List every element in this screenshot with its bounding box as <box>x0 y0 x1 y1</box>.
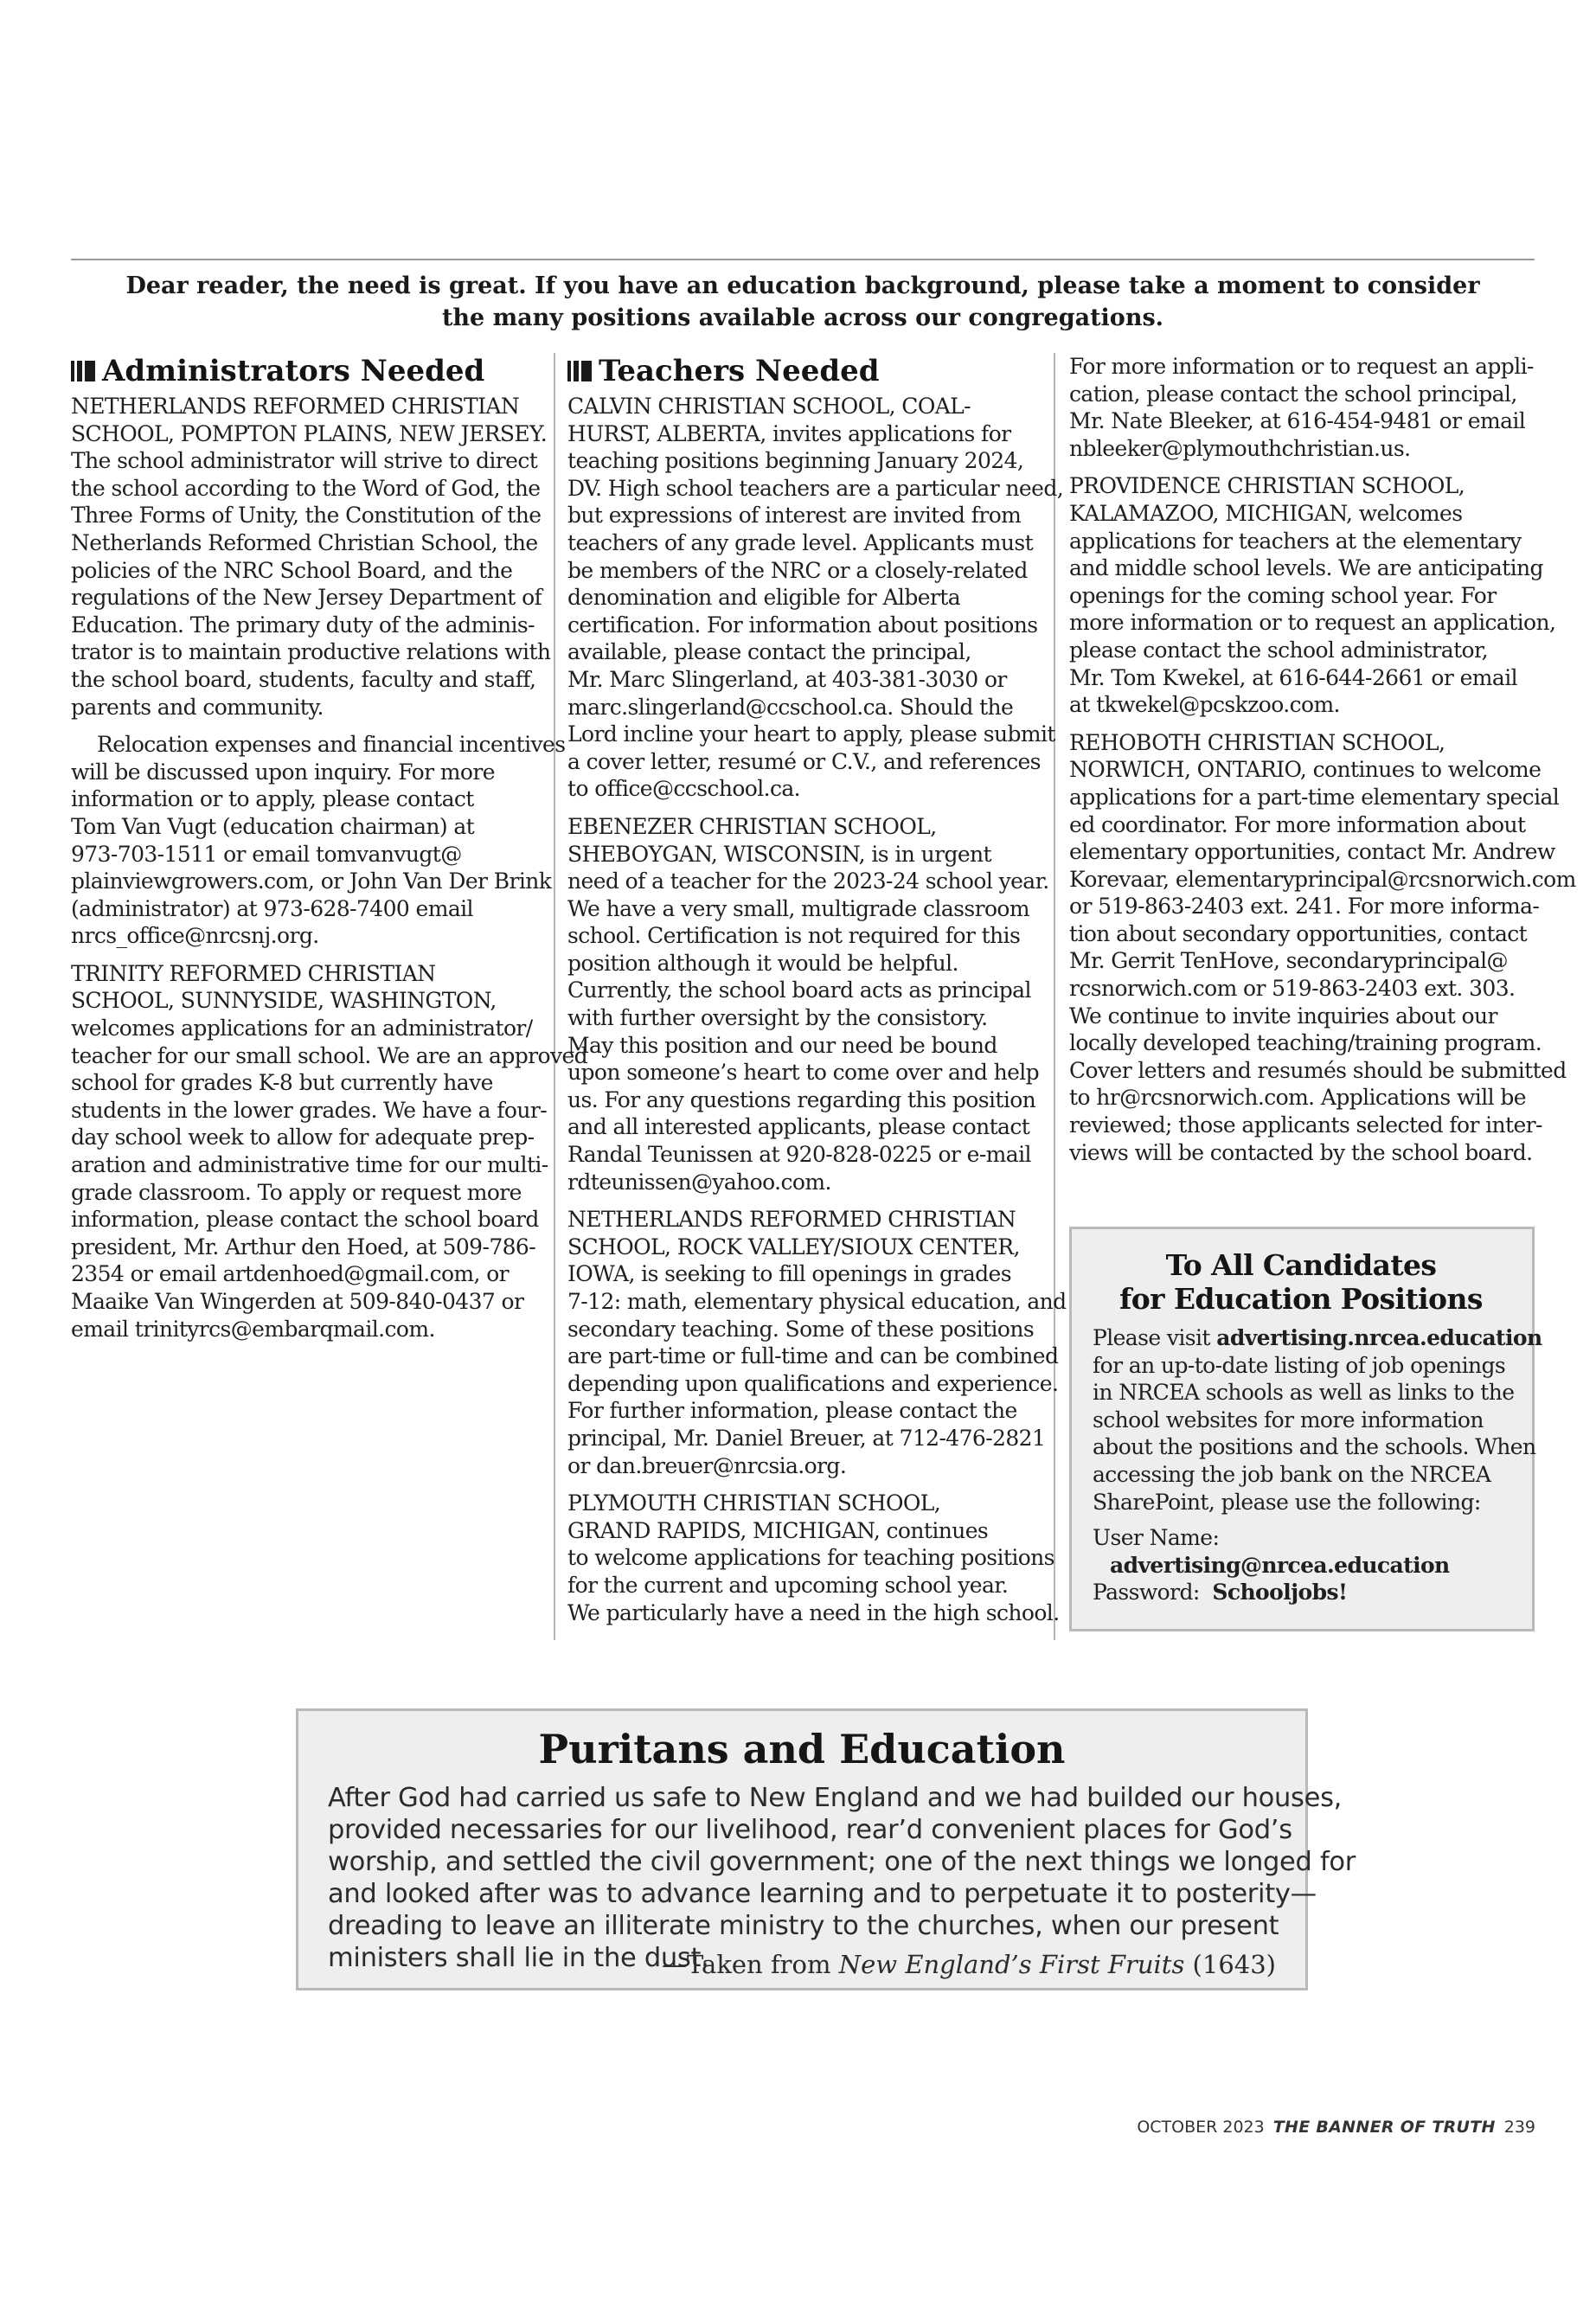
text-line: day school week to allow for adequate prep- <box>71 1125 535 1150</box>
text-line: For more information or to request an appli- <box>1069 354 1534 379</box>
text-line: available, please contact the principal, <box>567 639 971 665</box>
text-line: parents and community. <box>71 694 324 720</box>
section-bars-icon <box>71 361 95 381</box>
text-line: provided necessaries for our livelihood, rear’d convenient places for God’s <box>328 1815 1292 1845</box>
text-line: SCHOOL, POMPTON PLAINS, NEW JERSEY. <box>71 420 548 446</box>
text-line: Cover letters and resumés should be submitted <box>1069 1057 1567 1083</box>
text-line: certification. For information about positions <box>567 612 1038 638</box>
text-line: Three Forms of Unity, the Constitution of the <box>71 503 542 529</box>
section-title: Teachers Needed <box>599 354 880 388</box>
text-line: Currently, the school board acts as principal <box>567 977 1031 1003</box>
text-line: Netherlands Reformed Christian School, the <box>71 529 538 555</box>
text-line: welcomes applications for an administrator/ <box>71 1016 533 1042</box>
listing-netherlands-rock-valley <box>567 1206 1067 1479</box>
candidates-info-box <box>1069 1227 1542 1631</box>
text-line: school. Certification is not required for this <box>567 923 1021 949</box>
text-line: us. For any questions regarding this position <box>567 1086 1036 1112</box>
text-line: position although it would be helpful. <box>567 950 958 976</box>
quote-source <box>662 1949 1276 1980</box>
text-line: TRINITY REFORMED CHRISTIAN <box>71 960 436 986</box>
text-line: for the current and upcoming school year. <box>567 1572 1009 1598</box>
text-line: information, please contact the school board <box>71 1207 539 1233</box>
administrators-column <box>71 353 588 1353</box>
text-line: to welcome applications for teaching positions <box>567 1545 1054 1571</box>
text-line: worship, and settled the civil government; one of the next things we longed for <box>328 1847 1356 1877</box>
text-line: teacher for our small school. We are an approved <box>71 1042 588 1068</box>
teachers-column <box>567 353 1067 1637</box>
text-line: IOWA, is seeking to fill openings in grades <box>567 1261 1011 1287</box>
text-line: Lord incline your heart to apply, please submit <box>567 721 1055 747</box>
source-prefix: —Taken from <box>661 1950 839 1979</box>
quote-text <box>328 1782 1356 1974</box>
text-line: We have a very small, multigrade classroom <box>567 895 1029 921</box>
text-line: school websites for more information <box>1093 1407 1484 1433</box>
text-line: openings for the coming school year. For <box>1069 582 1497 608</box>
text-line: SHEBOYGAN, WISCONSIN, is in urgent <box>567 841 991 867</box>
text-line: Mr. Gerrit TenHove, secondaryprincipal@ <box>1069 948 1508 974</box>
text-line: marc.slingerland@ccschool.ca. Should the <box>567 694 1014 720</box>
visit-prefix: Please visit <box>1093 1325 1217 1350</box>
page-footer <box>1137 2118 1535 2137</box>
text-line: SharePoint, please use the following: <box>1093 1489 1481 1515</box>
text-line: applications for a part-time elementary special <box>1069 784 1560 810</box>
text-line: email trinityrcs@embarqmail.com. <box>71 1316 435 1342</box>
text-line: nbleeker@plymouthchristian.us. <box>1069 435 1411 461</box>
text-line: or 519-863-2403 ext. 241. For more informa- <box>1069 894 1540 920</box>
box-description <box>1093 1352 1536 1516</box>
text-line: be members of the NRC or a closely-related <box>567 557 1028 583</box>
listing-ebenezer-sheboygan <box>567 813 1049 1195</box>
text-line: applications for teachers at the elementary <box>1069 528 1522 554</box>
source-year: (1643) <box>1184 1950 1276 1979</box>
text-line: to hr@rcsnorwich.com. Applications will be <box>1069 1085 1526 1111</box>
text-line: Maaike Van Wingerden at 509-840-0437 or <box>71 1289 524 1314</box>
text-line: Education. The primary duty of the adminis- <box>71 612 535 638</box>
text-line: more information or to request an application, <box>1069 610 1556 636</box>
text-line: 973-703-1511 or email tomvanvugt@ <box>71 841 462 867</box>
box-title-line: To All Candidates <box>1165 1248 1437 1282</box>
text-line: need of a teacher for the 2023-24 school year. <box>567 868 1049 894</box>
text-line: rcsnorwich.com or 519-863-2403 ext. 303. <box>1069 976 1516 1002</box>
section-heading <box>567 353 1039 389</box>
text-line: We particularly have a need in the high school. <box>567 1599 1060 1625</box>
listing-providence-kalamazoo <box>1069 472 1556 718</box>
text-line: for an up-to-date listing of job openings <box>1093 1352 1506 1378</box>
password-line <box>1093 1579 1509 1606</box>
text-line: grade classroom. To apply or request more <box>71 1179 522 1205</box>
listing-trinity-sunnyside <box>71 960 588 1343</box>
text-line: SCHOOL, ROCK VALLEY/SIOUX CENTER, <box>567 1234 1020 1259</box>
text-line: denomination and eligible for Alberta <box>567 585 961 611</box>
text-line: information or to apply, please contact <box>71 786 474 812</box>
text-line: about the positions and the schools. When <box>1093 1434 1536 1460</box>
text-line: or dan.breuer@nrcsia.org. <box>567 1452 847 1478</box>
third-column <box>1069 353 1576 1176</box>
footer-publication: THE BANNER OF TRUTH <box>1272 2118 1496 2137</box>
text-line: Randal Teunissen at 920-828-0225 or e-mail <box>567 1142 1031 1168</box>
text-line: Tom Van Vugt (education chairman) at <box>71 813 475 839</box>
text-line: upon someone’s heart to come over and help <box>567 1060 1040 1086</box>
text-line: NETHERLANDS REFORMED CHRISTIAN <box>567 1207 1016 1233</box>
text-line: SCHOOL, SUNNYSIDE, WASHINGTON, <box>71 988 497 1014</box>
text-line: dreading to leave an illiterate ministry to the churches, when our present <box>328 1911 1279 1941</box>
text-line: to office@ccschool.ca. <box>567 776 801 802</box>
text-line: cation, please contact the school principal, <box>1069 381 1517 407</box>
page-number: 239 <box>1503 2118 1535 2137</box>
listing-rehoboth-norwich <box>1069 729 1576 1167</box>
text-line: but expressions of interest are invited from <box>567 503 1022 529</box>
puritans-quote-box <box>296 1708 1356 1990</box>
text-line: views will be contacted by the school board. <box>1069 1139 1533 1165</box>
text-line: the school according to the Word of God, the <box>71 475 541 501</box>
text-line: tion about secondary opportunities, contact <box>1069 920 1528 946</box>
text-line: We continue to invite inquiries about our <box>1069 1003 1497 1029</box>
top-rule <box>71 259 1535 260</box>
text-line: please contact the school administrator, <box>1069 637 1488 663</box>
text-line: reviewed; those applicants selected for inter- <box>1069 1112 1542 1138</box>
text-line: May this position and our need be bound <box>567 1032 997 1058</box>
text-line: Relocation expenses and financial incentives <box>97 732 566 758</box>
text-line: 2354 or email artdenhoed@gmail.com, or <box>71 1261 510 1287</box>
listing-relocation-paragraph <box>71 731 566 950</box>
text-line: KALAMAZOO, MICHIGAN, welcomes <box>1069 500 1463 526</box>
listing-plymouth-continued <box>1069 353 1536 462</box>
text-line: teachers of any grade level. Applicants must <box>567 529 1034 555</box>
text-line: regulations of the New Jersey Department of <box>71 585 542 611</box>
text-line: trator is to maintain productive relations with <box>71 639 551 665</box>
intro-line: the many positions available across our congregations. <box>441 304 1164 331</box>
section-title: Administrators Needed <box>102 354 485 388</box>
source-title: New England’s First Fruits <box>838 1950 1185 1979</box>
text-line: REHOBOTH CHRISTIAN SCHOOL, <box>1069 729 1445 755</box>
text-line: in NRCEA schools as well as links to the <box>1093 1380 1515 1406</box>
box-title <box>1093 1248 1509 1316</box>
intro-note <box>71 270 1535 334</box>
box-title-line: for Education Positions <box>1119 1282 1483 1316</box>
text-line: nrcs_office@nrcsnj.org. <box>71 923 319 949</box>
text-line: rdteunissen@yahoo.com. <box>567 1169 831 1195</box>
text-line: 7-12: math, elementary physical education, and <box>567 1289 1067 1314</box>
job-bank-link[interactable]: advertising.nrcea.education <box>1216 1325 1542 1350</box>
text-line: president, Mr. Arthur den Hoed, at 509-786- <box>71 1234 536 1259</box>
text-line: NETHERLANDS REFORMED CHRISTIAN <box>71 394 520 419</box>
text-line: secondary teaching. Some of these positions <box>567 1316 1035 1342</box>
text-line: DV. High school teachers are a particular need, <box>567 475 1064 501</box>
listing-netherlands-pompton-plains <box>71 393 551 721</box>
text-line: teaching positions beginning January 2024, <box>567 448 1024 474</box>
intro-line: Dear reader, the need is great. If you have an education background, please take a moment to consider <box>125 272 1480 299</box>
text-line: policies of the NRC School Board, and the <box>71 557 513 583</box>
column-divider <box>1054 353 1055 1640</box>
text-line: and all interested applicants, please contact <box>567 1114 1030 1140</box>
text-line: the school board, students, faculty and staff, <box>71 666 536 692</box>
text-line: students in the lower grades. We have a four- <box>71 1097 548 1123</box>
text-line: ministers shall lie in the dust. <box>328 1943 709 1973</box>
text-line: principal, Mr. Daniel Breuer, at 712-476-2821 <box>567 1425 1046 1451</box>
text-line: and middle school levels. We are anticipating <box>1069 555 1543 581</box>
listing-calvin-coalhurst <box>567 393 1064 803</box>
quote-title: Puritans and Education <box>538 1726 1066 1772</box>
text-line: Mr. Tom Kwekel, at 616-644-2661 or email <box>1069 664 1517 690</box>
text-line: elementary opportunities, contact Mr. Andrew <box>1069 839 1555 865</box>
text-line: locally developed teaching/training program. <box>1069 1030 1542 1056</box>
text-line: will be discussed upon inquiry. For more <box>71 759 495 785</box>
text-line: HURST, ALBERTA, invites applications for <box>567 420 1011 446</box>
text-line: Korevaar, elementaryprincipal@rcsnorwich.com <box>1069 866 1576 892</box>
text-line: EBENEZER CHRISTIAN SCHOOL, <box>567 813 937 839</box>
text-line: and looked after was to advance learning and to perpetuate it to posterity— <box>328 1879 1317 1909</box>
text-line: After God had carried us safe to New England and we had builded our houses, <box>328 1783 1343 1813</box>
text-line: PLYMOUTH CHRISTIAN SCHOOL, <box>567 1490 941 1516</box>
username-label: User Name: <box>1093 1525 1220 1551</box>
text-line: CALVIN CHRISTIAN SCHOOL, COAL- <box>567 394 971 419</box>
text-line: NORWICH, ONTARIO, continues to welcome <box>1069 757 1542 783</box>
visit-line <box>1093 1324 1542 1352</box>
text-line: aration and administrative time for our multi- <box>71 1152 548 1178</box>
text-line: with further oversight by the consistory. <box>567 1005 988 1031</box>
text-line: ed coordinator. For more information about <box>1069 811 1526 837</box>
text-line: For further information, please contact the <box>567 1398 1017 1424</box>
text-line: The school administrator will strive to direct <box>71 448 538 474</box>
listing-plymouth-grand-rapids <box>567 1490 1060 1626</box>
text-line: plainviewgrowers.com, or John Van Der Brink <box>71 868 552 894</box>
text-line: GRAND RAPIDS, MICHIGAN, continues <box>567 1517 989 1543</box>
text-line: at tkwekel@pcskzoo.com. <box>1069 692 1340 718</box>
text-line: a cover letter, resumé or C.V., and references <box>567 748 1041 774</box>
password-label: Password: <box>1093 1580 1200 1606</box>
text-line: (administrator) at 973-628-7400 email <box>71 895 473 921</box>
text-line: school for grades K-8 but currently have <box>71 1070 493 1096</box>
username-value: advertising@nrcea.education <box>1110 1552 1450 1578</box>
section-heading <box>71 353 538 389</box>
section-bars-icon <box>567 361 592 381</box>
text-line: Mr. Nate Bleeker, at 616-454-9481 or email <box>1069 408 1526 434</box>
text-line: depending upon qualifications and experience. <box>567 1370 1059 1396</box>
text-line: PROVIDENCE CHRISTIAN SCHOOL, <box>1069 473 1465 499</box>
footer-date: OCTOBER 2023 <box>1137 2118 1265 2137</box>
text-line: are part-time or full-time and can be combined <box>567 1343 1059 1369</box>
text-line: Mr. Marc Slingerland, at 403-381-3030 or <box>567 666 1007 692</box>
column-divider <box>554 353 555 1640</box>
password-value: Schooljobs! <box>1212 1580 1348 1606</box>
text-line: accessing the job bank on the NRCEA <box>1093 1461 1491 1487</box>
